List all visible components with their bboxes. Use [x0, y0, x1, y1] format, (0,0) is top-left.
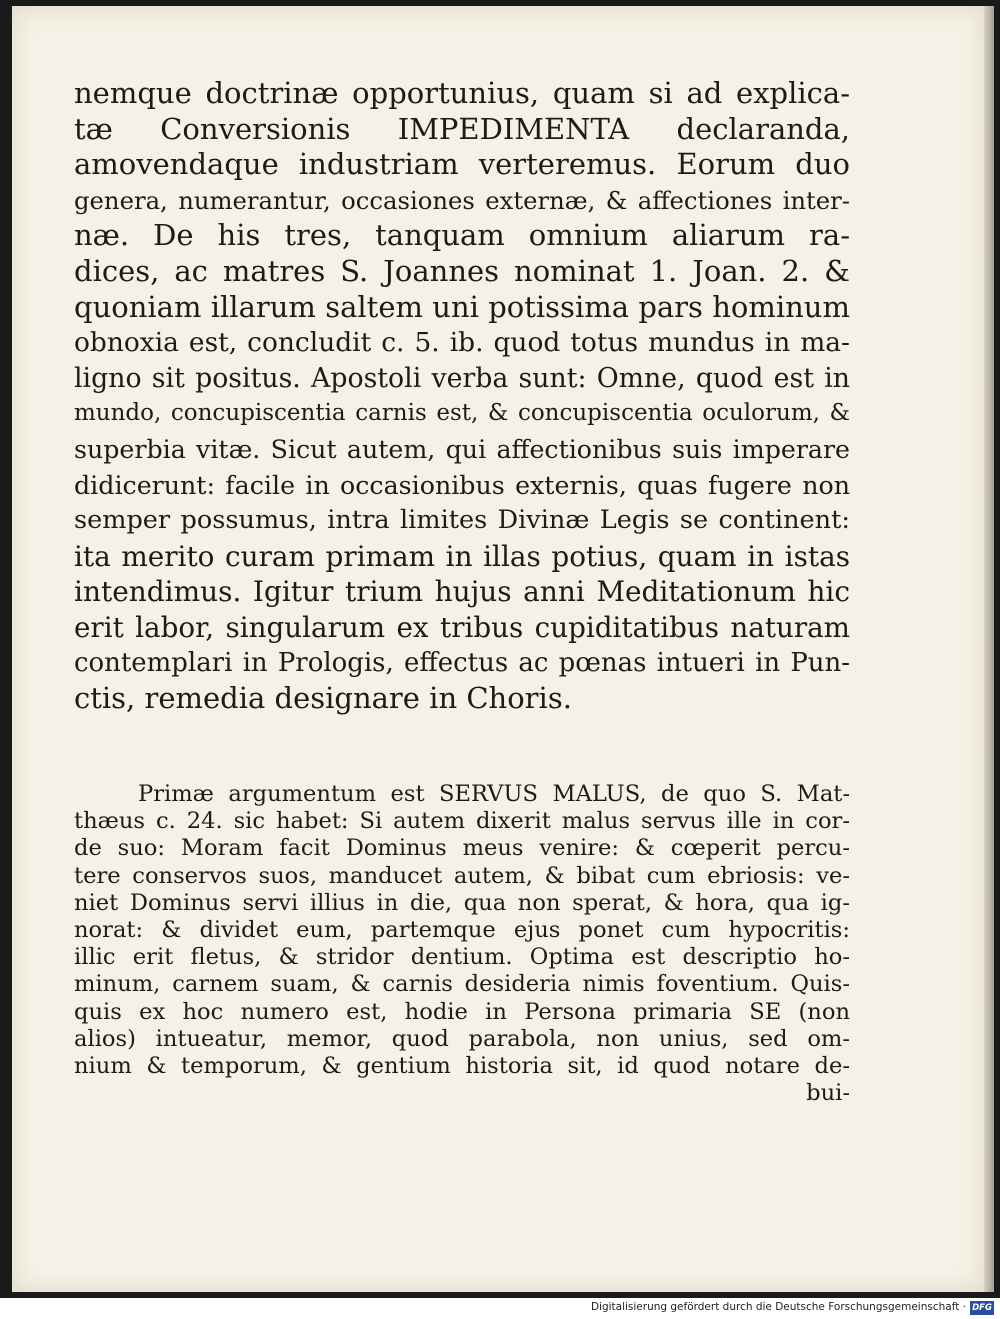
- text-line: tere conservos suos, manducet autem, & bibat cum ebriosis: ve-: [74, 862, 850, 889]
- text-line: niet Dominus servi illius in die, qua non sperat, & hora, qua ig-: [74, 889, 850, 916]
- text-line: intendimus. Igitur trium hujus anni Meditationum hic: [74, 575, 850, 609]
- text-line: illic erit fletus, & stridor dentium. Optima est descriptio ho-: [74, 944, 850, 971]
- page-sheet: [12, 6, 984, 1292]
- text-line: erit labor, singularum ex tribus cupiditatibus naturam: [74, 610, 850, 644]
- text-line: næ. De his tres, tanquam omnium aliarum ra-: [74, 218, 850, 253]
- text-line: nemque doctrinæ opportunius, quam si ad explica-: [74, 76, 850, 110]
- text-line: semper possumus, intra limites Divinæ Legis se continent:: [74, 505, 850, 536]
- text-line: Primæ argumentum est SERVUS MALUS, de quo S. Mat-: [138, 781, 850, 807]
- text-line: de suo: Moram facit Dominus meus venire: & cœperit percu-: [74, 835, 850, 862]
- text-line: tæ Conversionis IMPEDIMENTA declaranda,: [74, 111, 850, 146]
- main-paragraph: [74, 76, 850, 717]
- text-line: quoniam illarum saltem uni potissima pars hominum: [74, 289, 850, 324]
- text-line: ita merito curam primam in illas potius, quam in istas: [74, 539, 850, 573]
- text-line: contemplari in Prologis, effectus ac pœnas intueri in Pun-: [74, 647, 850, 678]
- text-line: mundo, concupiscentia carnis est, & concupiscentia oculorum, &: [74, 400, 850, 427]
- footer-bar: [0, 1298, 1000, 1319]
- text-line: quis ex hoc numero est, hodie in Persona primaria SE (non: [74, 998, 850, 1025]
- text-line: superbia vitæ. Sicut autem, qui affectionibus suis imperare: [74, 434, 850, 464]
- text-line: amovendaque industriam verteremus. Eorum duo: [74, 147, 850, 182]
- text-line: nium & temporum, & gentium historia sit, id quod notare de-: [74, 1052, 850, 1079]
- text-line: thæus c. 24. sic habet: Si autem dixerit malus servus ille in cor-: [74, 808, 850, 835]
- text-line: didicerunt: facile in occasionibus externis, quas fugere non: [74, 470, 850, 500]
- text-line: obnoxia est, concludit c. 5. ib. quod totus mundus in ma-: [74, 327, 850, 359]
- page-edge: [984, 6, 994, 1292]
- text-line: genera, numerantur, occasiones externæ, & affectiones inter-: [74, 185, 850, 215]
- text-line: ligno sit positus. Apostoli verba sunt: Omne, quod est in: [74, 362, 850, 394]
- catchword: bui-: [806, 1080, 850, 1107]
- text-line: dices, ac matres S. Joannes nominat 1. Joan. 2. &: [74, 253, 850, 288]
- second-paragraph: [74, 781, 850, 1107]
- text-line: minum, carnem suam, & carnis desideria nimis foventium. Quis-: [74, 971, 850, 998]
- text-line: alios) intueatur, memor, quod parabola, non unius, sed om-: [74, 1025, 850, 1052]
- text-line: norat: & dividet eum, partemque ejus ponet cum hypocritis:: [74, 916, 850, 943]
- dfg-logo: DFG: [970, 1301, 994, 1315]
- funding-credit: Digitalisierung gefördert durch die Deutsche Forschungsgemeinschaft ·: [590, 1301, 966, 1313]
- text-line: ctis, remedia designare in Choris.: [74, 681, 572, 716]
